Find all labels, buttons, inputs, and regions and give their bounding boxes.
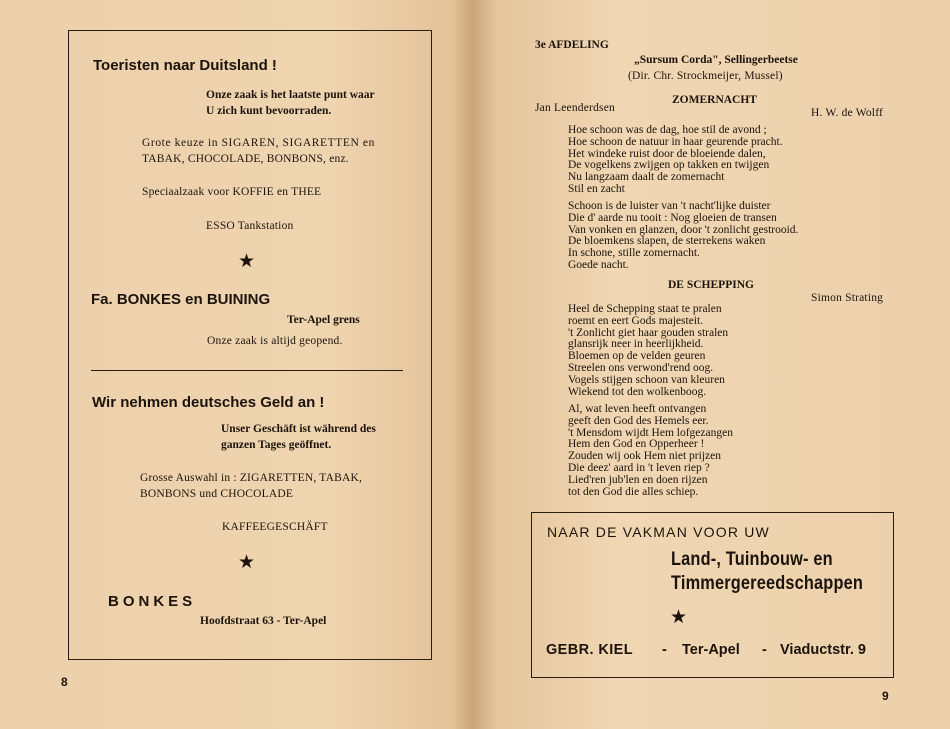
poem-line: glansrijk neer in heerlijkheid. (568, 338, 704, 351)
ad3-tagline-2: ganzen Tages geöffnet. (221, 439, 332, 451)
ad1-station: ESSO Tankstation (206, 220, 294, 232)
song1-composer: H. W. de Wolff (811, 107, 884, 119)
poem-line: 't Zonlicht giet haar gouden stralen (568, 326, 729, 339)
song1-stanza-2 (568, 201, 798, 272)
section-heading: 3e AFDELING (535, 39, 609, 51)
poem-line: Hem den God en Opperheer ! (568, 438, 705, 451)
poem-line: roemt en eert Gods majesteit. (568, 314, 704, 327)
song2-stanza-2 (568, 404, 733, 498)
poem-line: geeft den God des Hemels eer. (568, 414, 709, 427)
star-icon: ★ (238, 551, 256, 573)
poem-line: tot den God die alles schiep. (568, 485, 699, 498)
poem-line: Lied'ren jub'len en doen rijzen (568, 473, 708, 486)
poem-line: Die d' aarde nu tooit : Nog gloeien de transen (568, 211, 777, 224)
ad1-heading: Toeristen naar Duitsland ! (93, 57, 277, 74)
tools-ad-footer-name: GEBR. KIEL (546, 642, 633, 658)
ad1-choice-1: Grote keuze in SIGAREN, SIGARETTEN en (142, 137, 375, 149)
page-number-right: 9 (882, 689, 889, 703)
tools-ad-sep-1: - (662, 642, 667, 658)
star-icon: ★ (670, 606, 688, 628)
tools-ad-line-1: NAAR DE VAKMAN VOOR UW (547, 524, 770, 540)
poem-line: Streelen ons verwond'rend oog. (568, 361, 714, 374)
poem-line: Nu langzaam daalt de zomernacht (568, 171, 725, 184)
poem-line: Van vonken en glanzen, door 't zonlicht gestrooid. (568, 223, 799, 236)
ad2-heading: Fa. BONKES en BUINING (91, 291, 271, 308)
poem-line: Die deez' aard in 't leven riep ? (568, 461, 710, 474)
star-icon: ★ (238, 250, 256, 272)
poem-line: Bloemen op de velden geuren (568, 350, 706, 363)
ad3-shop-name: BONKES (108, 593, 197, 610)
song2-composer: Simon Strating (811, 292, 884, 304)
poem-line: Heel de Schepping staat te pralen (568, 303, 722, 315)
ad1-speciality: Speciaalzaak voor KOFFIE en THEE (142, 186, 322, 198)
choir-name: „Sursum Corda", Sellingerbeetse (634, 54, 798, 66)
ad-divider (91, 370, 403, 371)
song2-title: DE SCHEPPING (668, 279, 754, 291)
poem-line: Al, wat leven heeft ontvangen (568, 403, 707, 415)
ad3-heading: Wir nehmen deutsches Geld an ! (92, 394, 325, 411)
song1-author: Jan Leenderdsen (535, 102, 615, 114)
poem-line: De bloemkens slapen, de sterrekens waken (568, 235, 766, 248)
ad1-tagline-2: U zich kunt bevoorraden. (206, 105, 332, 117)
song2-stanza-1 (568, 304, 728, 398)
poem-line: De vogelkens zwijgen op takken en twijgen (568, 159, 770, 172)
left-page (0, 0, 472, 729)
poem-line: Goede nacht. (568, 258, 629, 271)
tools-ad-line-2: Land-, Tuinbouw- en (671, 549, 833, 570)
poem-line: Hoe schoon was de dag, hoe stil de avond ; (568, 124, 767, 136)
poem-line: Schoon is de luister van 't nacht'lijke duister (568, 200, 771, 212)
ad3-address: Hoofdstraat 63 - Ter-Apel (200, 615, 327, 627)
poem-line: Hoe schoon de natuur in haar geurende pracht. (568, 135, 783, 148)
poem-line: Zouden wij ook Hem niet prijzen (568, 450, 721, 463)
choir-director: (Dir. Chr. Strockmeijer, Mussel) (628, 70, 783, 82)
tools-ad-footer-place: Ter-Apel (682, 642, 740, 658)
tools-ad-sep-2: - (762, 642, 767, 658)
poem-line: In schone, stille zomernacht. (568, 247, 700, 260)
tools-ad-line-3: Timmergereedschappen (671, 573, 864, 594)
ad1-tagline-1: Onze zaak is het laatste punt waar (206, 89, 375, 101)
ad3-tagline-1: Unser Geschäft ist während des (221, 423, 376, 435)
song1-stanza-1 (568, 125, 783, 196)
page-number-left: 8 (61, 675, 68, 689)
poem-line: Wiekend tot den wolkenboog. (568, 385, 707, 398)
tools-ad-footer-address: Viaductstr. 9 (780, 642, 866, 658)
poem-line: Het windeke ruist door de bloeiende dalen, (568, 147, 766, 160)
ad3-shop: KAFFEEGESCHÄFT (222, 521, 328, 533)
ad2-location: Ter-Apel grens (287, 314, 360, 326)
ad2-note: Onze zaak is altijd geopend. (207, 335, 343, 347)
poem-line: 't Mensdom wijdt Hem lofgezangen (568, 426, 733, 439)
ad3-choice-2: BONBONS und CHOCOLADE (140, 488, 294, 500)
song1-title: ZOMERNACHT (672, 94, 757, 106)
poem-line: Vogels stijgen schoon van kleuren (568, 373, 725, 386)
poem-line: Stil en zacht (568, 182, 625, 195)
ad1-choice-2: TABAK, CHOCOLADE, BONBONS, enz. (142, 153, 349, 165)
ad3-choice-1: Grosse Auswahl in : ZIGARETTEN, TABAK, (140, 472, 363, 484)
